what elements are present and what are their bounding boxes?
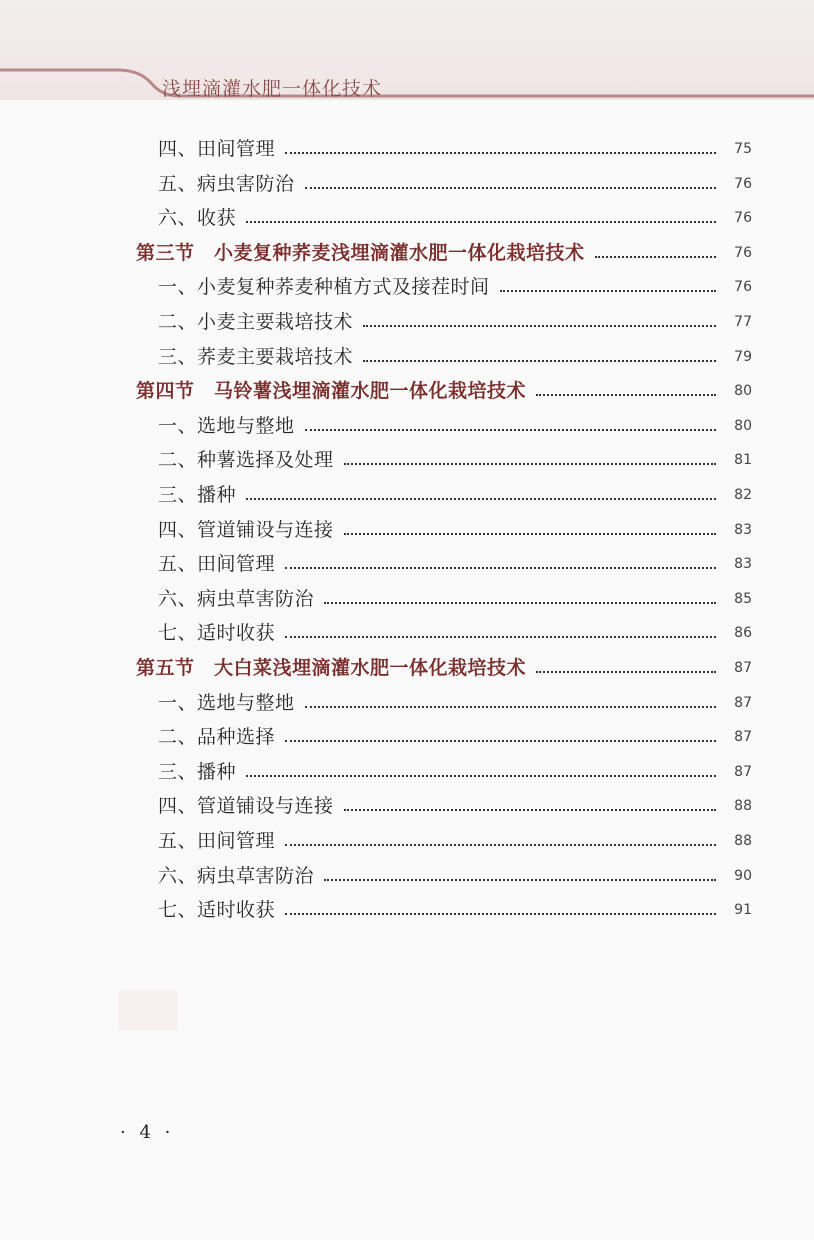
toc-section-title: 第五节 大白菜浅埋滴灌水肥一体化栽培技术 xyxy=(136,657,527,679)
toc-page-number: 80 xyxy=(734,417,752,434)
toc-item-title: 三、播种 xyxy=(158,484,237,506)
toc-page-number: 81 xyxy=(734,452,752,469)
toc-section-row xyxy=(0,236,814,270)
toc-item-title: 一、选地与整地 xyxy=(158,691,295,714)
toc-item-row xyxy=(0,132,814,166)
toc-page-number: 80 xyxy=(734,383,752,400)
toc-item-title: 一、小麦复种荞麦种植方式及接茬时间 xyxy=(158,276,490,299)
toc-item-title: 五、病虫害防治 xyxy=(158,172,295,195)
dot-leader xyxy=(246,221,716,223)
dot-leader xyxy=(536,394,716,396)
toc-item-row xyxy=(0,409,814,443)
header-rule xyxy=(0,0,814,110)
toc-page-number: 91 xyxy=(734,902,752,919)
page-number: · 4 · xyxy=(120,1122,175,1143)
dot-leader xyxy=(285,740,716,742)
toc-page-number: 77 xyxy=(734,314,752,330)
dot-leader xyxy=(344,533,716,535)
toc-page-number: 76 xyxy=(734,279,752,296)
toc-item-row xyxy=(0,755,814,789)
toc-item-row xyxy=(0,720,814,754)
running-header-title: 浅埋滴灌水肥一体化技术 xyxy=(162,78,383,100)
toc-item-title: 一、选地与整地 xyxy=(158,414,295,437)
toc-item-row xyxy=(0,824,814,858)
toc-item-title: 四、管道铺设与连接 xyxy=(158,518,334,541)
toc-page-number: 76 xyxy=(734,244,752,261)
toc-page-number: 76 xyxy=(734,210,752,227)
toc-item-title: 六、收获 xyxy=(158,207,237,230)
dot-leader xyxy=(344,809,716,811)
toc-item-row xyxy=(0,340,814,374)
dot-leader xyxy=(305,187,716,189)
toc-page-number: 87 xyxy=(734,660,752,676)
toc-page-number: 87 xyxy=(734,694,752,711)
dot-leader xyxy=(324,879,716,881)
toc-item-row xyxy=(0,616,814,650)
toc-item-row xyxy=(0,582,814,616)
dot-leader xyxy=(324,602,716,604)
toc-section-title: 第三节 小麦复种荞麦浅埋滴灌水肥一体化栽培技术 xyxy=(136,241,585,264)
toc-page-number: 79 xyxy=(734,348,752,365)
dot-leader xyxy=(285,913,716,915)
toc-item-row xyxy=(0,513,814,547)
toc-item-row xyxy=(0,547,814,581)
dot-leader xyxy=(305,706,716,708)
toc-item-row xyxy=(0,478,814,512)
toc-section-row xyxy=(0,651,814,685)
toc-page-number: 87 xyxy=(734,729,752,746)
toc-item-title: 七、适时收获 xyxy=(158,899,276,922)
toc-section-row xyxy=(0,374,814,408)
dot-leader xyxy=(305,429,716,431)
dot-leader xyxy=(285,152,716,154)
toc-page-number: 82 xyxy=(734,487,752,503)
toc-item-title: 二、小麦主要栽培技术 xyxy=(158,311,354,333)
toc-item-row xyxy=(0,686,814,720)
toc-page-number: 85 xyxy=(734,590,752,607)
dot-leader xyxy=(536,671,716,673)
dot-leader xyxy=(595,256,716,258)
dot-leader xyxy=(363,360,716,362)
toc-page-number: 83 xyxy=(734,521,752,538)
dot-leader xyxy=(363,325,716,327)
toc-item-row xyxy=(0,201,814,235)
toc-item-row xyxy=(0,859,814,893)
toc-item-title: 五、田间管理 xyxy=(158,553,276,576)
toc-item-title: 三、播种 xyxy=(158,760,237,783)
toc-item-row xyxy=(0,893,814,927)
toc-item-title: 六、病虫草害防治 xyxy=(158,864,315,887)
bleed-through-mark xyxy=(118,990,178,1030)
dot-leader xyxy=(344,463,716,465)
dot-leader xyxy=(285,844,716,846)
toc-page-number: 86 xyxy=(734,625,752,642)
toc-item-title: 七、适时收获 xyxy=(158,622,276,645)
dot-leader xyxy=(246,498,716,500)
toc-item-row xyxy=(0,789,814,823)
toc-item-row xyxy=(0,270,814,304)
toc-page-number: 76 xyxy=(734,175,752,192)
toc-item-title: 四、田间管理 xyxy=(158,138,276,160)
dot-leader xyxy=(246,775,716,777)
toc-item-row xyxy=(0,167,814,201)
toc-page-number: 83 xyxy=(734,556,752,573)
toc-page-number: 88 xyxy=(734,833,752,849)
toc-item-title: 二、种薯选择及处理 xyxy=(158,449,334,472)
toc-item-title: 五、田间管理 xyxy=(158,830,276,852)
toc-item-title: 四、管道铺设与连接 xyxy=(158,795,334,818)
toc-item-title: 六、病虫草害防治 xyxy=(158,587,315,610)
toc-item-row xyxy=(0,305,814,339)
toc-item-title: 二、品种选择 xyxy=(158,726,276,749)
toc-page-number: 88 xyxy=(734,798,752,815)
toc-item-row xyxy=(0,443,814,477)
toc-page-number: 90 xyxy=(734,867,752,884)
toc-item-title: 三、荞麦主要栽培技术 xyxy=(158,345,354,368)
toc-page-number: 87 xyxy=(734,763,752,780)
dot-leader xyxy=(285,567,716,569)
toc-page-number: 75 xyxy=(734,141,752,157)
toc-section-title: 第四节 马铃薯浅埋滴灌水肥一体化栽培技术 xyxy=(136,380,527,403)
dot-leader xyxy=(285,636,716,638)
dot-leader xyxy=(500,290,716,292)
